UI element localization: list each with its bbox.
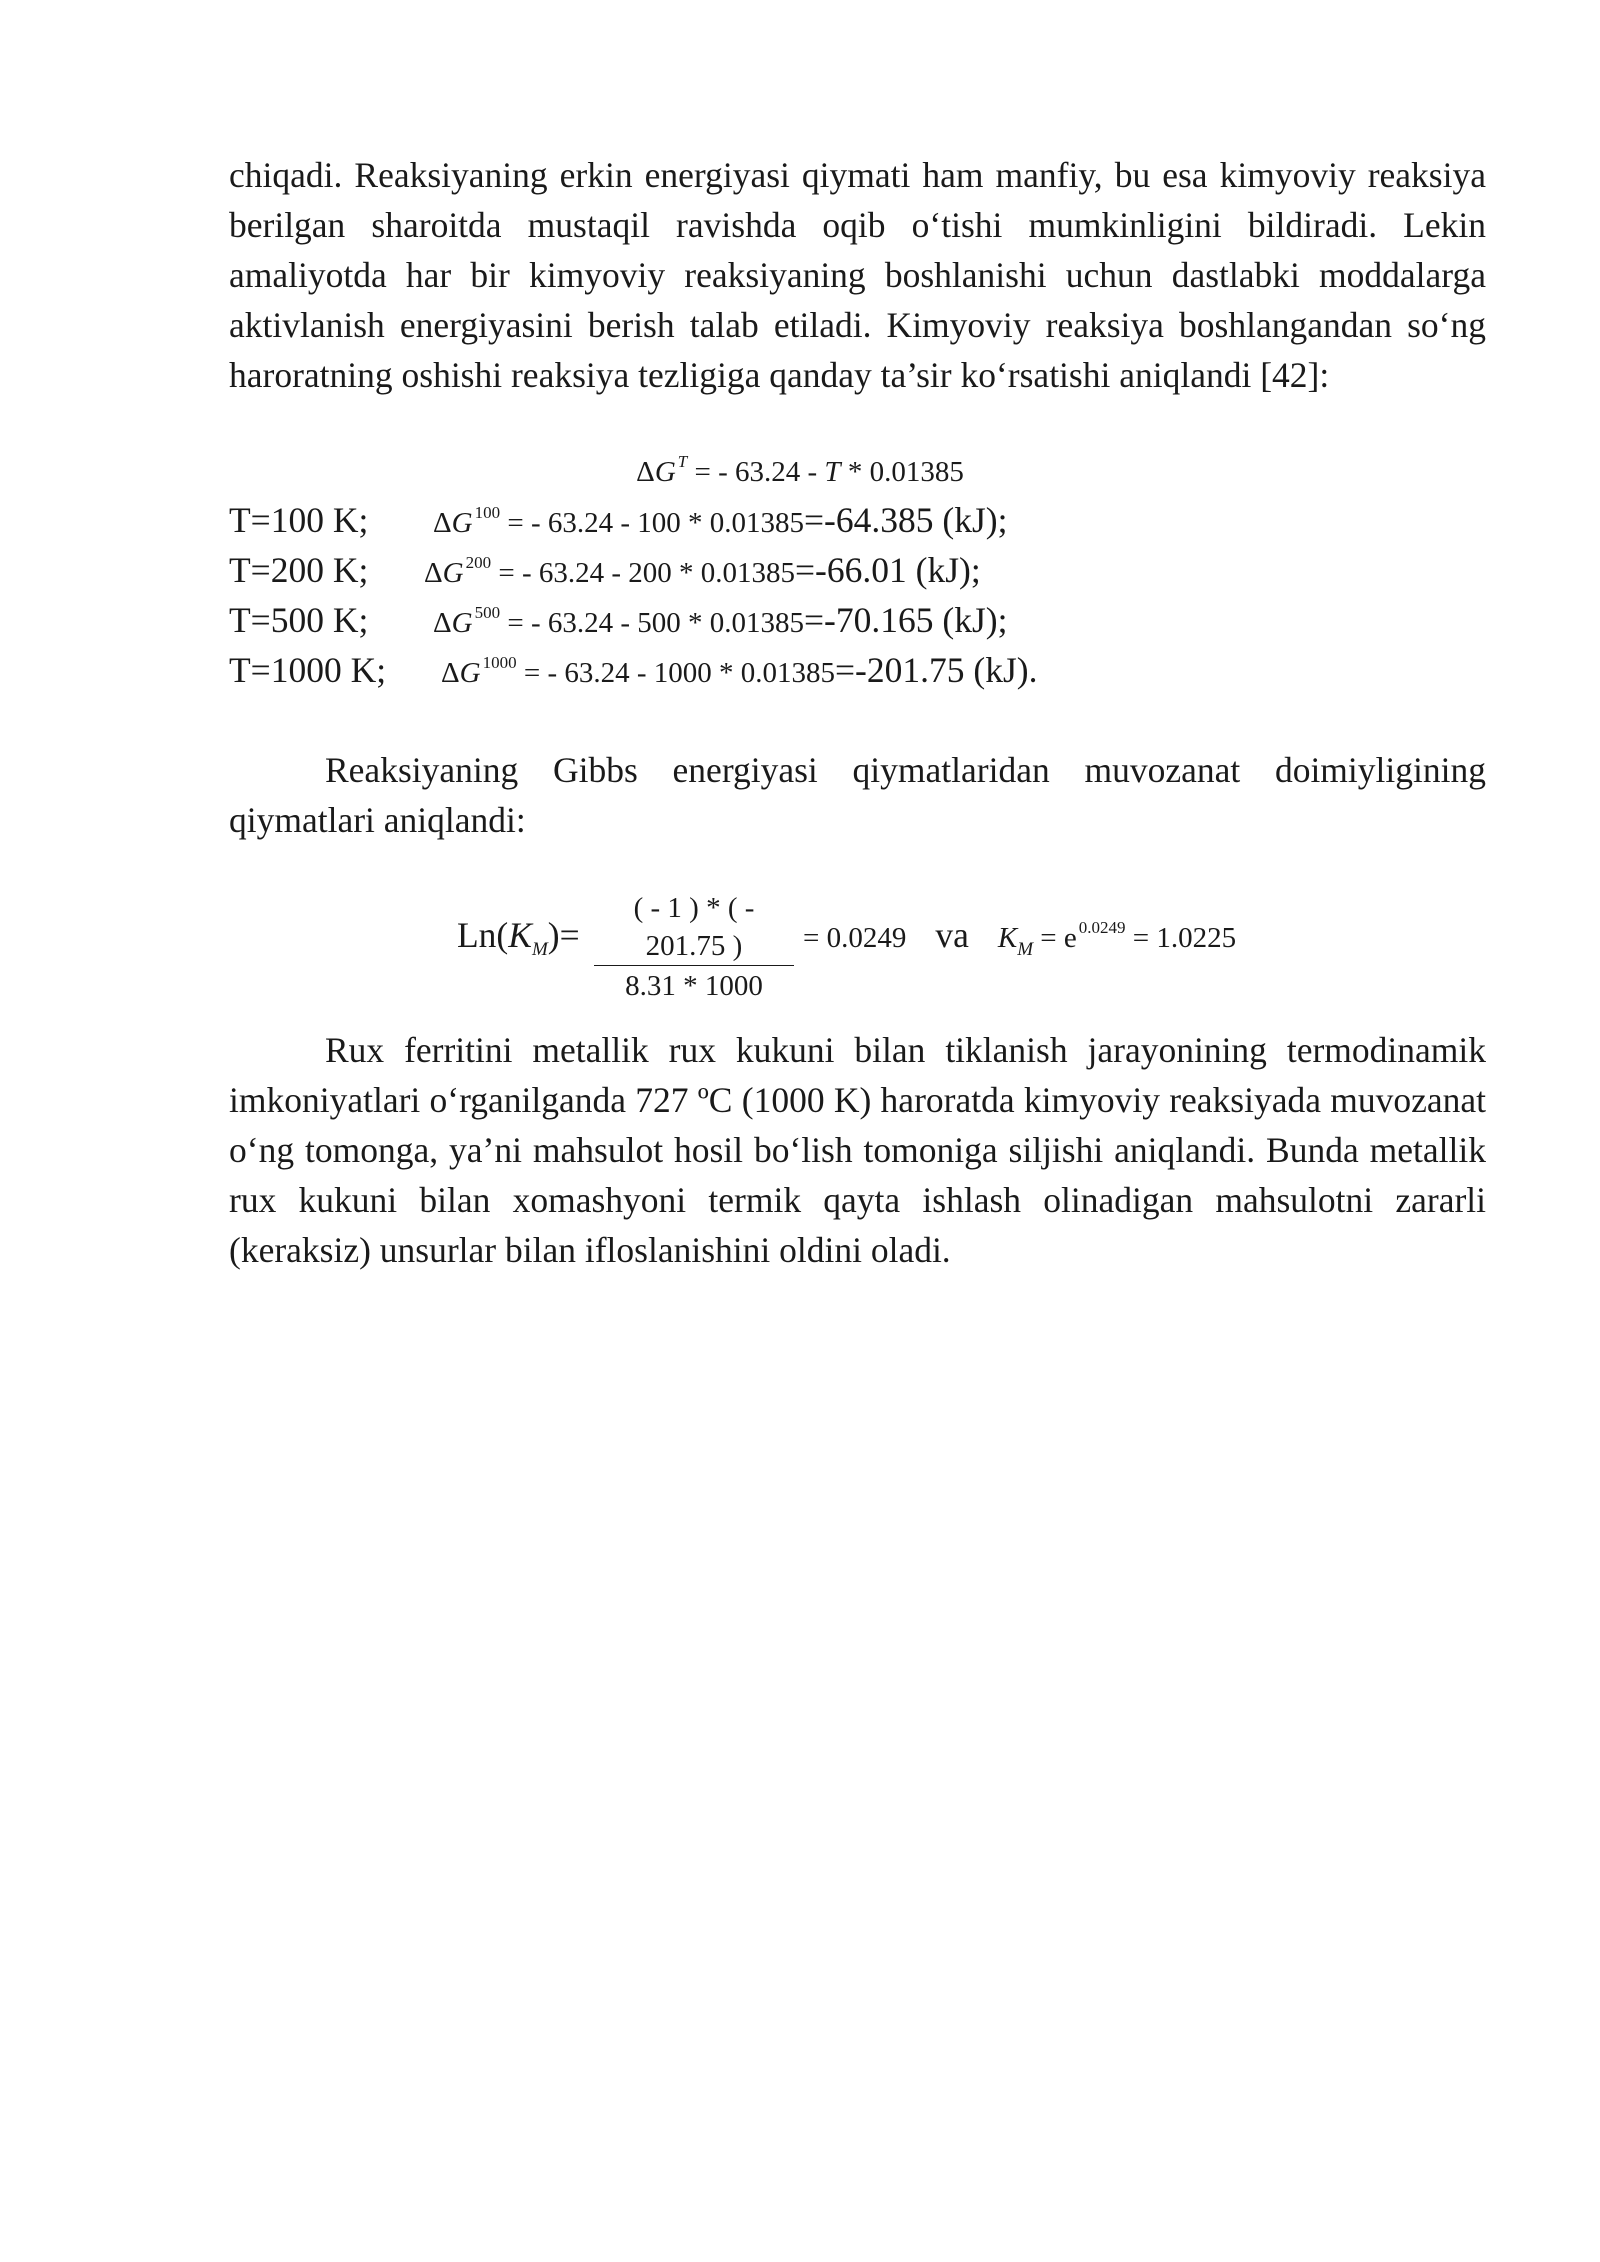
equation-expression: ΔG $^{200}$ = - 63.24 - 200 * 0.01385=-66.01 (kJ); xyxy=(424,550,981,590)
paragraph-3: Rux ferritini metallik rux kukuni bilan tiklanish jarayonining termodinamik imkoniyatlari oʻrganilganda 727 ºC (1000 K) haroratda kimyoviy reaksiyada muvozanat oʻng tomonga, ya’ni mahsulot hosil boʻlish tomoniga siljishi aniqlandi. Bunda metallik rux kukuni bilan xomashyoni termik qayta ishlash olinadigan mahsulotni zararli (keraksiz) unsurlar bilan ifloslanishini oldini oladi. xyxy=(229,1030,1486,1270)
equation-label: T=200 K; xyxy=(229,550,369,590)
ln-expression: $Ln(K_M)=$ xyxy=(457,915,580,960)
gibbs-tail: * 0.01385 xyxy=(840,456,964,488)
paragraph-1: chiqadi. Reaksiyaning erkin energiyasi qiymati ham manfiy, bu esa kimyoviy reaksiya berilgan sharoitda mustaqil ravishda oqib oʻtishi mumkinligini bildiradi. Lekin amaliyotda har bir kimyoviy reaksiyaning boshlanishi uchun dastlabki moddalarga aktivlanish energiyasini berish talab etiladi. Kimyoviy reaksiya boshlangandan soʻng haroratning oshishi reaksiya tezligiga qanday ta’sir koʻrsatishi aniqlandi [42]: xyxy=(229,155,1486,395)
equilibrium-constant-equation xyxy=(457,892,1457,1002)
paragraph-2: Reaksiyaning Gibbs energiyasi qiymatlaridan muvozanat doimiyligining qiymatlari aniqlandi: xyxy=(229,750,1486,840)
fraction xyxy=(594,889,794,1006)
equation-result: =-64.385 (kJ); xyxy=(804,500,1008,540)
equation-expression: ΔG $^{1000}$ = - 63.24 - 1000 * 0.01385=-201.75 (kJ). xyxy=(441,650,1038,690)
fraction-numerator: ( - 1 ) * ( - 201.75 ) xyxy=(594,889,794,966)
equation-result: =-70.165 (kJ); xyxy=(804,600,1008,640)
delta-symbol: Δ xyxy=(636,456,655,488)
equation-label: T=100 K; xyxy=(229,500,369,540)
equation-expression: ΔG $^{100}$ = - 63.24 - 100 * 0.01385=-64.385 (kJ); xyxy=(433,500,1008,540)
equation-label: T=1000 K; xyxy=(229,650,387,690)
gibbs-rhs: = - 63.24 - xyxy=(694,456,825,488)
gibbs-superscript: T xyxy=(677,452,688,471)
equilibrium-result: = 0.0249 va $K_M = e$ $^{0.0249}$ = 1.0225 xyxy=(803,915,1237,960)
equation-result: =-66.01 (kJ); xyxy=(795,550,981,590)
general-gibbs-equation xyxy=(0,452,1600,496)
fraction-denominator: 8.31 * 1000 xyxy=(625,970,763,1002)
equation-expression: ΔG $^{500}$ = - 63.24 - 500 * 0.01385=-70.165 (kJ); xyxy=(433,600,1008,640)
gibbs-symbol: G xyxy=(654,456,676,488)
equation-label: T=500 K; xyxy=(229,600,369,640)
temperature-variable: T xyxy=(824,456,841,488)
equation-result: =-201.75 (kJ). xyxy=(835,650,1038,690)
